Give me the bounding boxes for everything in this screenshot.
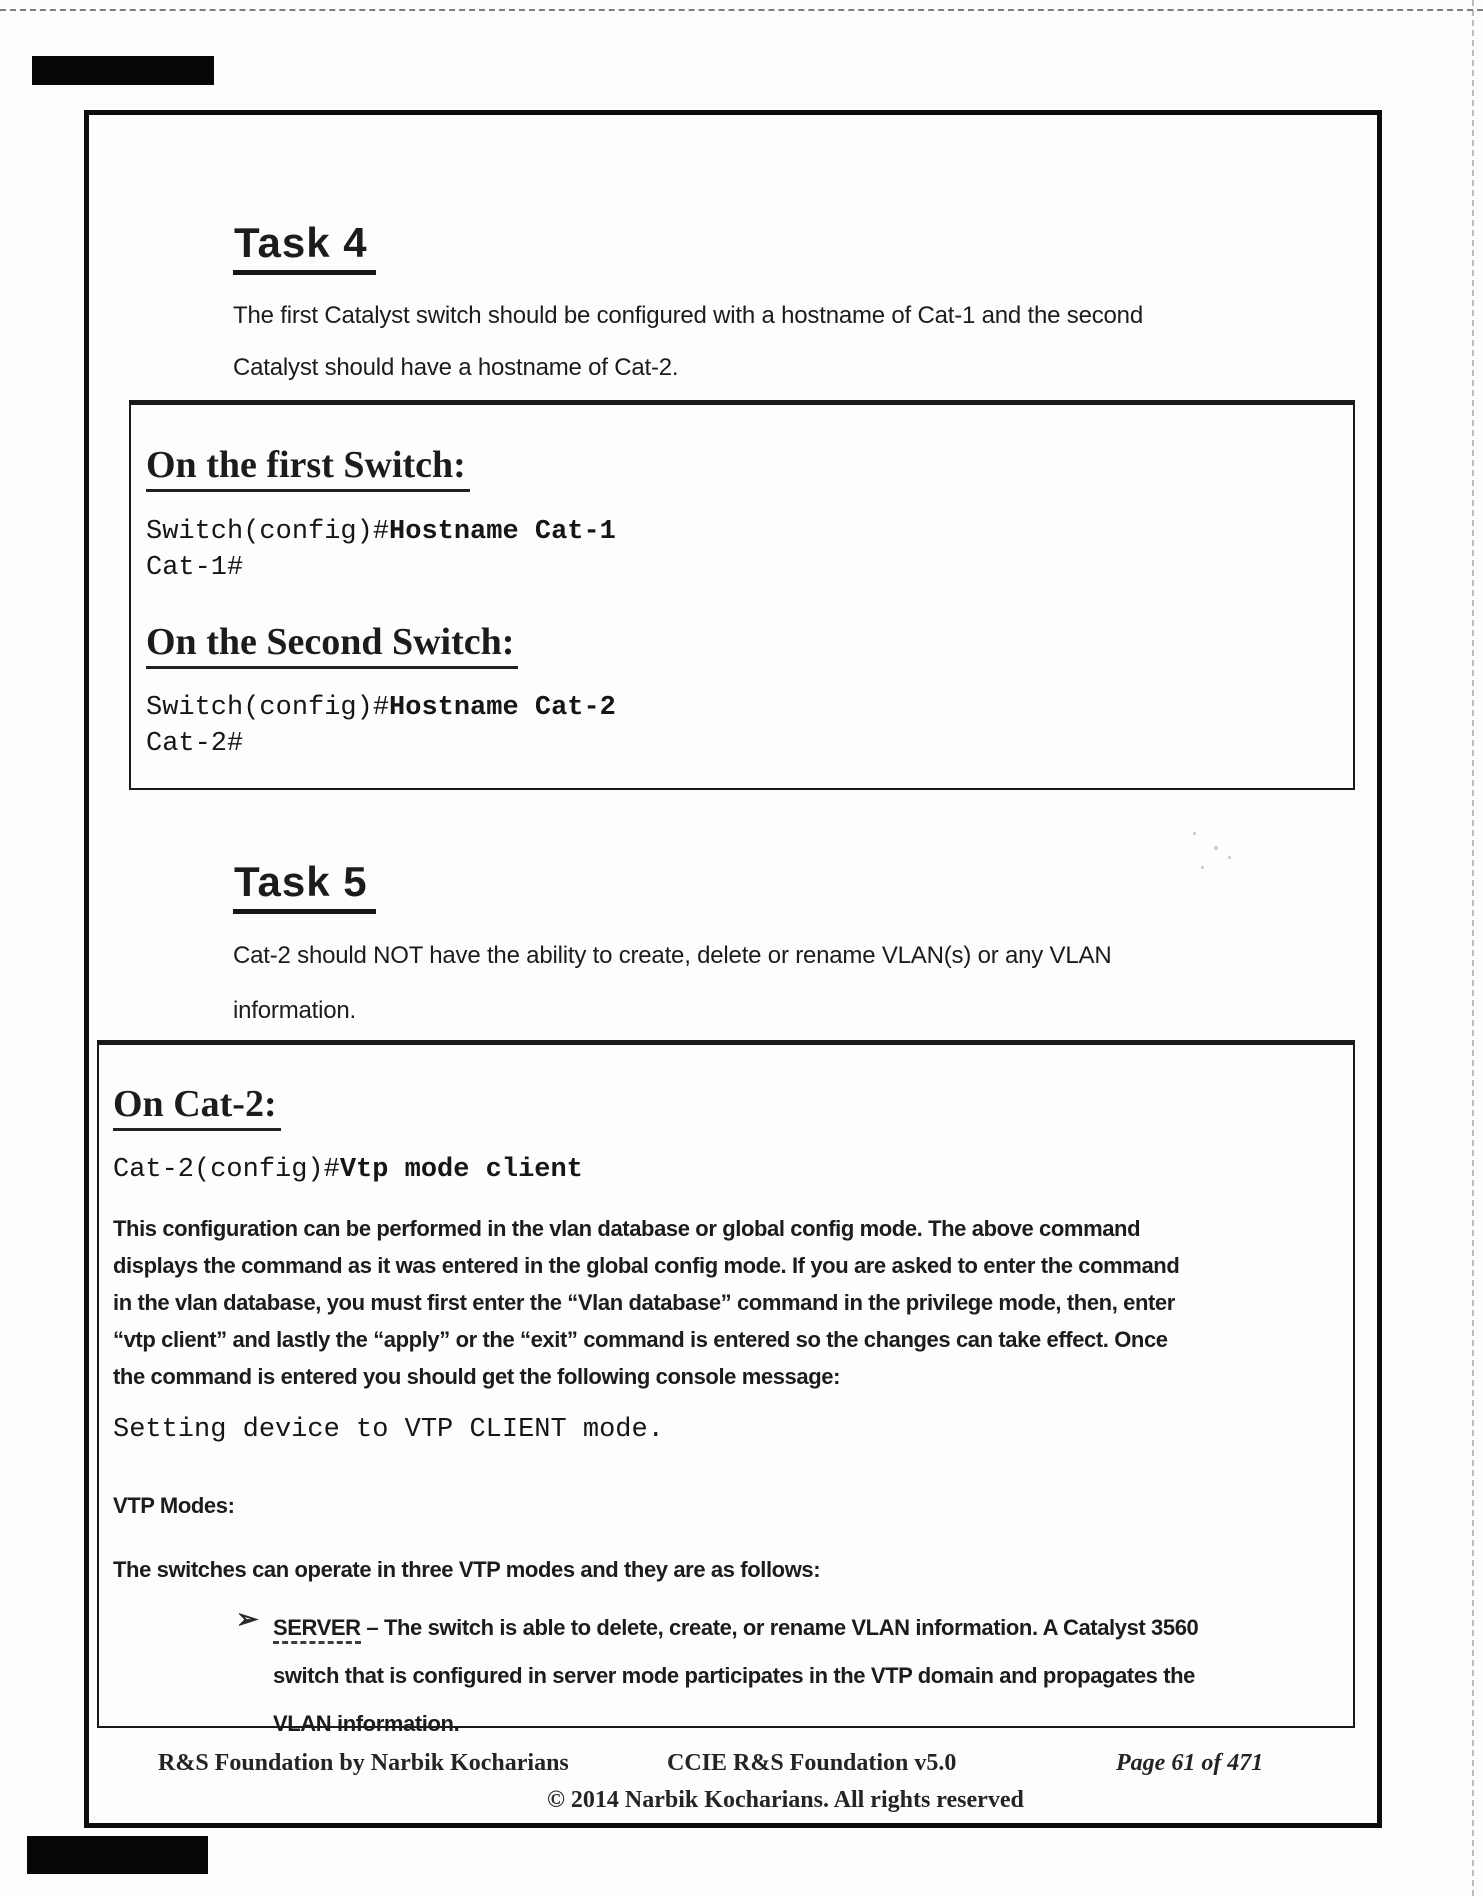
cli-block-cat2: [113, 1152, 583, 1188]
cli-result-prompt: Cat-1#: [146, 553, 244, 583]
server-mode-bullet: [273, 1604, 1198, 1748]
arrow-bullet-icon: ➢: [236, 1604, 259, 1634]
task4-paragraph-line2: Catalyst should have a hostname of Cat-2.: [233, 354, 679, 381]
footer-page-number: Page 61 of 471: [1116, 1750, 1264, 1776]
explanation-line3: in the vlan database, you must first enter the “Vlan database” command in the privilege mode, then, enter: [113, 1290, 1175, 1315]
cli-prompt: Cat-2(config)#: [113, 1155, 340, 1185]
task4-paragraph: [233, 290, 1143, 394]
cli-block-first-switch: [146, 514, 616, 586]
cli-line: [146, 514, 616, 550]
task5-heading: Task 5: [233, 858, 376, 914]
bullet-line2: switch that is configured in server mode participates in the VTP domain and propagates the: [273, 1663, 1196, 1688]
server-term: SERVER: [273, 1615, 361, 1644]
explanation-line2: displays the command as it was entered in the global config mode. If you are asked to enter the command: [113, 1253, 1180, 1278]
task5-paragraph-line2: information.: [233, 997, 356, 1024]
task4-heading: Task 4: [233, 219, 376, 275]
first-switch-heading: On the first Switch:: [146, 443, 470, 492]
redaction-bar-bottom: [27, 1836, 208, 1874]
bullet-line1: [273, 1604, 1198, 1652]
bullet-line1-rest: – The switch is able to delete, create, or rename VLAN information. A Catalyst 3560: [360, 1615, 1199, 1640]
cli-block-second-switch: [146, 690, 616, 762]
scan-artifact-top-dashed-line: [0, 9, 1483, 11]
console-message: Setting device to VTP CLIENT mode.: [113, 1415, 664, 1445]
explanation-line1: This configuration can be performed in the vlan database or global config mode. The above command: [113, 1216, 1141, 1241]
footer-title: CCIE R&S Foundation v5.0: [667, 1750, 957, 1776]
task4-paragraph-line1: The first Catalyst switch should be configured with a hostname of Cat-1 and the second: [233, 302, 1143, 329]
cli-command: Hostname Cat-2: [389, 693, 616, 723]
task5-paragraph: [233, 928, 1111, 1038]
explanation-line4: “vtp client” and lastly the “apply” or the “exit” command is entered so the changes can take effect. Once: [113, 1327, 1168, 1352]
cli-command: Vtp mode client: [339, 1155, 583, 1185]
cli-prompt: Switch(config)#: [146, 693, 390, 723]
cli-prompt: Switch(config)#: [146, 517, 390, 547]
bullet-line3: VLAN information.: [273, 1711, 460, 1736]
vtp-modes-label: VTP Modes:: [113, 1493, 235, 1518]
scan-artifact-right-dashed-line: [1472, 0, 1474, 1896]
vtp-explanation-paragraph: [113, 1210, 1179, 1395]
cli-command: Hostname Cat-1: [389, 517, 616, 547]
footer-author: R&S Foundation by Narbik Kocharians: [158, 1750, 569, 1776]
cli-result-prompt: Cat-2#: [146, 729, 244, 759]
task5-paragraph-line1: Cat-2 should NOT have the ability to create, delete or rename VLAN(s) or any VLAN: [233, 942, 1112, 969]
cli-line: [113, 1152, 583, 1188]
footer-copyright: © 2014 Narbik Kocharians. All rights reserved: [547, 1787, 1024, 1813]
second-switch-heading: On the Second Switch:: [146, 620, 518, 669]
explanation-line5: the command is entered you should get the following console message:: [113, 1364, 841, 1389]
redaction-bar-top: [32, 56, 214, 85]
cli-line: [146, 690, 616, 726]
on-cat2-heading: On Cat-2:: [113, 1082, 281, 1131]
vtp-modes-intro: The switches can operate in three VTP modes and they are as follows:: [113, 1557, 821, 1582]
